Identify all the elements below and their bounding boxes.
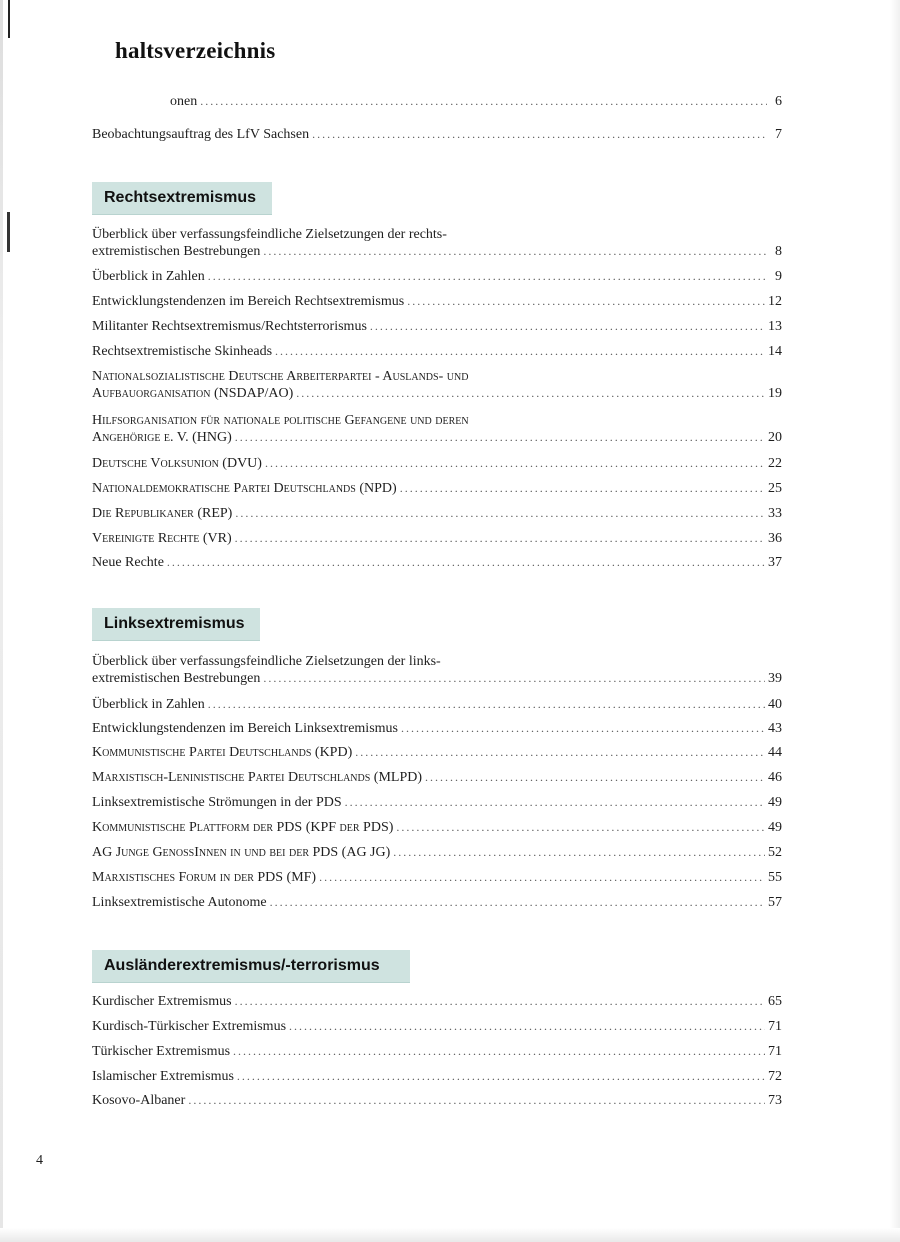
toc-entry-page: 14	[768, 344, 782, 359]
toc-entry[interactable]	[92, 1043, 782, 1060]
toc-entry-page: 9	[775, 269, 782, 284]
toc-entry-title: Kommunistische Partei Deutschlands (KPD)	[92, 745, 353, 760]
toc-entry-page: 72	[768, 1069, 782, 1084]
toc-entry-title: Kosovo-Albaner	[92, 1093, 186, 1108]
page-title: haltsverzeichnis	[115, 38, 276, 63]
toc-entry-page: 49	[768, 795, 782, 810]
leader-dots	[370, 318, 765, 335]
toc-entry[interactable]	[92, 226, 782, 260]
leader-dots	[208, 268, 767, 285]
toc-entry-page: 71	[768, 1044, 782, 1059]
scan-artifact-top	[8, 0, 10, 38]
toc-entry-title: Islamischer Extremismus	[92, 1069, 234, 1084]
toc-entry-page: 73	[768, 1093, 782, 1108]
toc-entry[interactable]	[92, 1092, 782, 1109]
toc-entry-title: Die Republikaner (REP)	[92, 506, 233, 521]
toc-entry-page: 22	[768, 456, 782, 471]
toc-entry-title: Kurdischer Extremismus	[92, 994, 232, 1009]
leader-dots	[265, 455, 765, 472]
toc-entry[interactable]	[92, 1068, 782, 1085]
toc-entry-title: Kommunistische Plattform der PDS (KPF der PDS)	[92, 820, 394, 835]
leader-dots	[396, 819, 765, 836]
toc-entry-title: Nationaldemokratische Partei Deutschlands (NPD)	[92, 481, 397, 496]
leader-dots	[235, 530, 765, 547]
toc-entry[interactable]	[92, 554, 782, 571]
leader-dots	[188, 1092, 765, 1109]
toc-entry-page: 39	[768, 671, 782, 686]
leader-dots	[263, 670, 765, 687]
toc-entry-title: Militanter Rechtsextremismus/Rechtsterrorismus	[92, 319, 367, 334]
toc-entry-title: Überblick in Zahlen	[92, 269, 205, 284]
scan-edge	[0, 0, 3, 1242]
leader-dots	[319, 869, 765, 886]
toc-entry-page: 40	[768, 697, 782, 712]
toc-entry[interactable]	[92, 794, 782, 811]
toc-entry[interactable]	[92, 819, 782, 836]
toc-entry-title-line1: Überblick über verfassungsfeindliche Zielsetzungen der links-	[92, 654, 441, 669]
toc-entry-title: extremistischen Bestrebungen	[92, 244, 261, 259]
leader-dots	[407, 293, 765, 310]
toc-entry[interactable]	[92, 318, 782, 335]
toc-entry-title: Deutsche Volksunion (DVU)	[92, 456, 262, 471]
leader-dots	[296, 385, 765, 402]
section-heading-linksextremismus: Linksextremismus	[92, 608, 260, 641]
toc-entry[interactable]	[92, 869, 782, 886]
leader-dots	[208, 696, 765, 713]
leader-dots	[200, 93, 767, 110]
leader-dots	[401, 720, 765, 737]
leader-dots	[235, 429, 765, 446]
toc-entry[interactable]	[92, 769, 782, 786]
section-heading-rechtsextremismus: Rechtsextremismus	[92, 182, 272, 215]
toc-entry-title: Entwicklungstendenzen im Bereich Rechtsextremismus	[92, 294, 405, 309]
scan-bottom-shadow	[0, 1228, 900, 1242]
toc-entry[interactable]	[92, 653, 782, 687]
toc-entry-page: 52	[768, 845, 782, 860]
toc-entry-title: Beobachtungsauftrag des LfV Sachsen	[92, 127, 310, 142]
toc-entry[interactable]	[92, 993, 782, 1010]
toc-entry-page: 13	[768, 319, 782, 334]
leader-dots	[400, 480, 765, 497]
toc-entry-title-line1: Hilfsorganisation für nationale politische Gefangene und deren	[92, 413, 469, 428]
toc-entry[interactable]	[92, 530, 782, 547]
leader-dots	[167, 554, 765, 571]
toc-entry-page: 55	[768, 870, 782, 885]
toc-entry-title: AG Junge GenossInnen in und bei der PDS (AG JG)	[92, 845, 391, 860]
toc-entry[interactable]	[92, 696, 782, 713]
toc-entry[interactable]	[92, 894, 782, 911]
toc-entry-page: 7	[775, 127, 782, 142]
toc-entry[interactable]	[92, 126, 782, 143]
toc-entry-page: 33	[768, 506, 782, 521]
toc-entry-page: 25	[768, 481, 782, 496]
toc-entry-title: onen	[170, 94, 198, 109]
toc-entry-page: 8	[775, 244, 782, 259]
scan-right-shadow	[890, 0, 900, 1242]
toc-entry-page: 12	[768, 294, 782, 309]
toc-entry[interactable]	[92, 293, 782, 310]
leader-dots	[275, 343, 765, 360]
toc-entry-title: Neue Rechte	[92, 555, 164, 570]
toc-entry[interactable]	[92, 268, 782, 285]
toc-entry-page: 71	[768, 1019, 782, 1034]
toc-entry-page: 46	[768, 770, 782, 785]
page-number: 4	[36, 1153, 43, 1168]
leader-dots	[393, 844, 765, 861]
toc-entry-title: Angehörige e. V. (HNG)	[92, 430, 232, 445]
leader-dots	[235, 505, 765, 522]
toc-entry[interactable]	[92, 412, 782, 446]
leader-dots	[237, 1068, 765, 1085]
leader-dots	[312, 126, 767, 143]
toc-entry[interactable]	[92, 744, 782, 761]
toc-entry-page: 65	[768, 994, 782, 1009]
toc-entry-page: 57	[768, 895, 782, 910]
toc-entry[interactable]	[92, 480, 782, 497]
leader-dots	[235, 993, 765, 1010]
toc-entry[interactable]	[92, 455, 782, 472]
toc-entry-page: 44	[768, 745, 782, 760]
toc-entry-page: 6	[775, 94, 782, 109]
scan-artifact-middle	[7, 212, 10, 252]
toc-entry-page: 36	[768, 531, 782, 546]
toc-entry-title: Rechtsextremistische Skinheads	[92, 344, 273, 359]
toc-entry-page: 37	[768, 555, 782, 570]
toc-entry[interactable]	[92, 368, 782, 402]
toc-entry-title: Aufbauorganisation (NSDAP/AO)	[92, 386, 294, 401]
toc-entry-title: Vereinigte Rechte (VR)	[92, 531, 232, 546]
toc-entry-page: 20	[768, 430, 782, 445]
leader-dots	[270, 894, 765, 911]
toc-entry[interactable]	[92, 1018, 782, 1035]
leader-dots	[289, 1018, 765, 1035]
toc-entry[interactable]	[92, 720, 782, 737]
toc-entry-title: extremistischen Bestrebungen	[92, 671, 261, 686]
section-heading-auslaenderextremismus: Ausländerextremismus/-terrorismus	[92, 950, 410, 983]
toc-entry-title: Entwicklungstendenzen im Bereich Linksextremismus	[92, 721, 398, 736]
toc-entry-title: Marxistisches Forum in der PDS (MF)	[92, 870, 317, 885]
toc-entry-title-line1: Überblick über verfassungsfeindliche Zielsetzungen der rechts-	[92, 227, 447, 242]
toc-entry-title: Überblick in Zahlen	[92, 697, 205, 712]
leader-dots	[425, 769, 765, 786]
toc-entry-title: Türkischer Extremismus	[92, 1044, 231, 1059]
leader-dots	[233, 1043, 765, 1060]
leader-dots	[345, 794, 765, 811]
toc-entry[interactable]	[170, 93, 782, 110]
toc-entry[interactable]	[92, 844, 782, 861]
toc-entry-title-line1: Nationalsozialistische Deutsche Arbeiterpartei - Auslands- und	[92, 369, 469, 384]
toc-entry[interactable]	[92, 505, 782, 522]
toc-entry-title: Linksextremistische Autonome	[92, 895, 267, 910]
toc-entry-title: Marxistisch-Leninistische Partei Deutschlands (MLPD)	[92, 770, 423, 785]
leader-dots	[263, 243, 767, 260]
toc-entry-title: Kurdisch-Türkischer Extremismus	[92, 1019, 287, 1034]
toc-entry-page: 19	[768, 386, 782, 401]
toc-entry-page: 43	[768, 721, 782, 736]
toc-entry-page: 49	[768, 820, 782, 835]
toc-entry-title: Linksextremistische Strömungen in der PDS	[92, 795, 342, 810]
leader-dots	[355, 744, 765, 761]
toc-entry[interactable]	[92, 343, 782, 360]
